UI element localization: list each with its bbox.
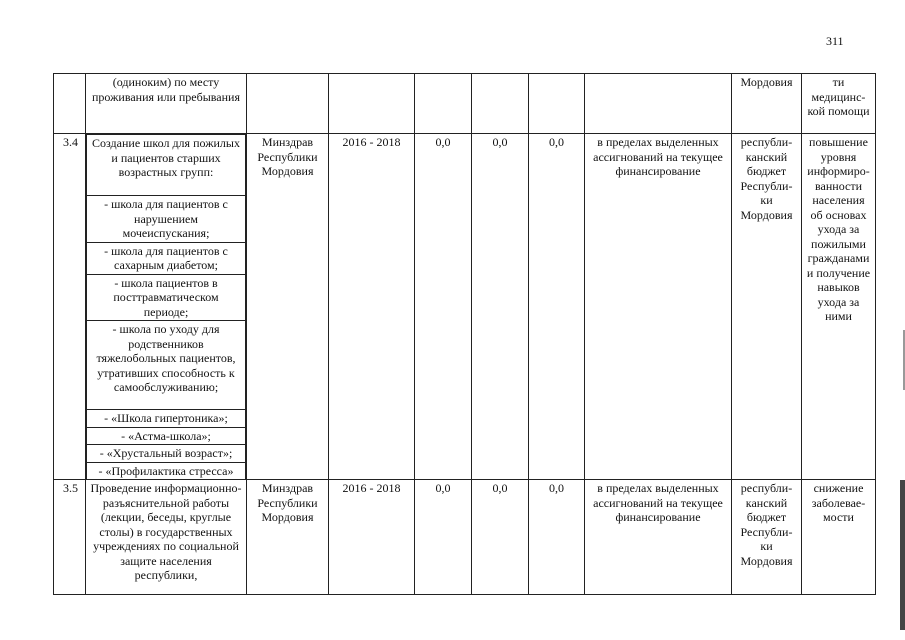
- measure-cell: [86, 134, 247, 480]
- financing-cell: [585, 74, 732, 134]
- program-table: [53, 73, 876, 595]
- list-item: - школа пациентов в посттравматическом периоде;: [87, 274, 246, 321]
- value-cell: [415, 74, 472, 134]
- executor-cell: Минздрав Республики Мордовия: [247, 480, 329, 595]
- list-item: - школа для пациентов с сахарным диабетом;: [87, 242, 246, 274]
- list-item: - «Хрустальный возраст»;: [87, 445, 246, 463]
- measure-cell: (одиноким) по месту проживания или пребывания: [86, 74, 247, 134]
- source-cell: республи-канский бюджет Республи-ки Мордовия: [732, 134, 802, 480]
- value-cell: 0,0: [415, 480, 472, 595]
- measure-sublist: [86, 134, 246, 479]
- executor-cell: [247, 74, 329, 134]
- num-cell: [54, 74, 86, 134]
- list-item: - «Астма-школа»;: [87, 427, 246, 445]
- scan-edge-mark: [900, 480, 905, 630]
- list-item: - школа по уходу для родственников тяжелобольных пациентов, утративших способность к самообслуживанию;: [87, 321, 246, 410]
- page-number: 311: [826, 34, 844, 48]
- executor-cell: Минздрав Республики Мордовия: [247, 134, 329, 480]
- value-cell: 0,0: [415, 134, 472, 480]
- num-cell: 3.5: [54, 480, 86, 595]
- list-item: - «Школа гипертоника»;: [87, 410, 246, 428]
- result-cell: снижение заболевае-мости: [802, 480, 876, 595]
- measure-cell: Проведение информационно-разъяснительной работы (лекции, беседы, круглые столы) в государственных учреждениях по социальной защите населения республики,: [86, 480, 247, 595]
- value-cell: 0,0: [472, 134, 529, 480]
- source-cell: республи-канский бюджет Республи-ки Мордовия: [732, 480, 802, 595]
- list-item: - школа для пациентов с нарушением мочеиспускания;: [87, 196, 246, 243]
- result-cell: повышение уровня информиро-ванности населения об основах ухода за пожилыми гражданами и получение навыков ухода за ними: [802, 134, 876, 480]
- financing-cell: в пределах выделенных ассигнований на текущее финансирование: [585, 480, 732, 595]
- value-cell: 0,0: [472, 480, 529, 595]
- source-cell: Мордовия: [732, 74, 802, 134]
- period-cell: 2016 - 2018: [329, 134, 415, 480]
- table-row: [54, 480, 876, 595]
- num-cell: 3.4: [54, 134, 86, 480]
- table-row: [54, 134, 876, 480]
- financing-cell: в пределах выделенных ассигнований на текущее финансирование: [585, 134, 732, 480]
- value-cell: 0,0: [529, 480, 585, 595]
- value-cell: [472, 74, 529, 134]
- list-item: - «Профилактика стресса»: [87, 462, 246, 479]
- list-item: Создание школ для пожилых и пациентов старших возрастных групп:: [87, 135, 246, 196]
- result-cell: ти медицинс-кой помощи: [802, 74, 876, 134]
- period-cell: 2016 - 2018: [329, 480, 415, 595]
- value-cell: [529, 74, 585, 134]
- period-cell: [329, 74, 415, 134]
- value-cell: 0,0: [529, 134, 585, 480]
- table-row: [54, 74, 876, 134]
